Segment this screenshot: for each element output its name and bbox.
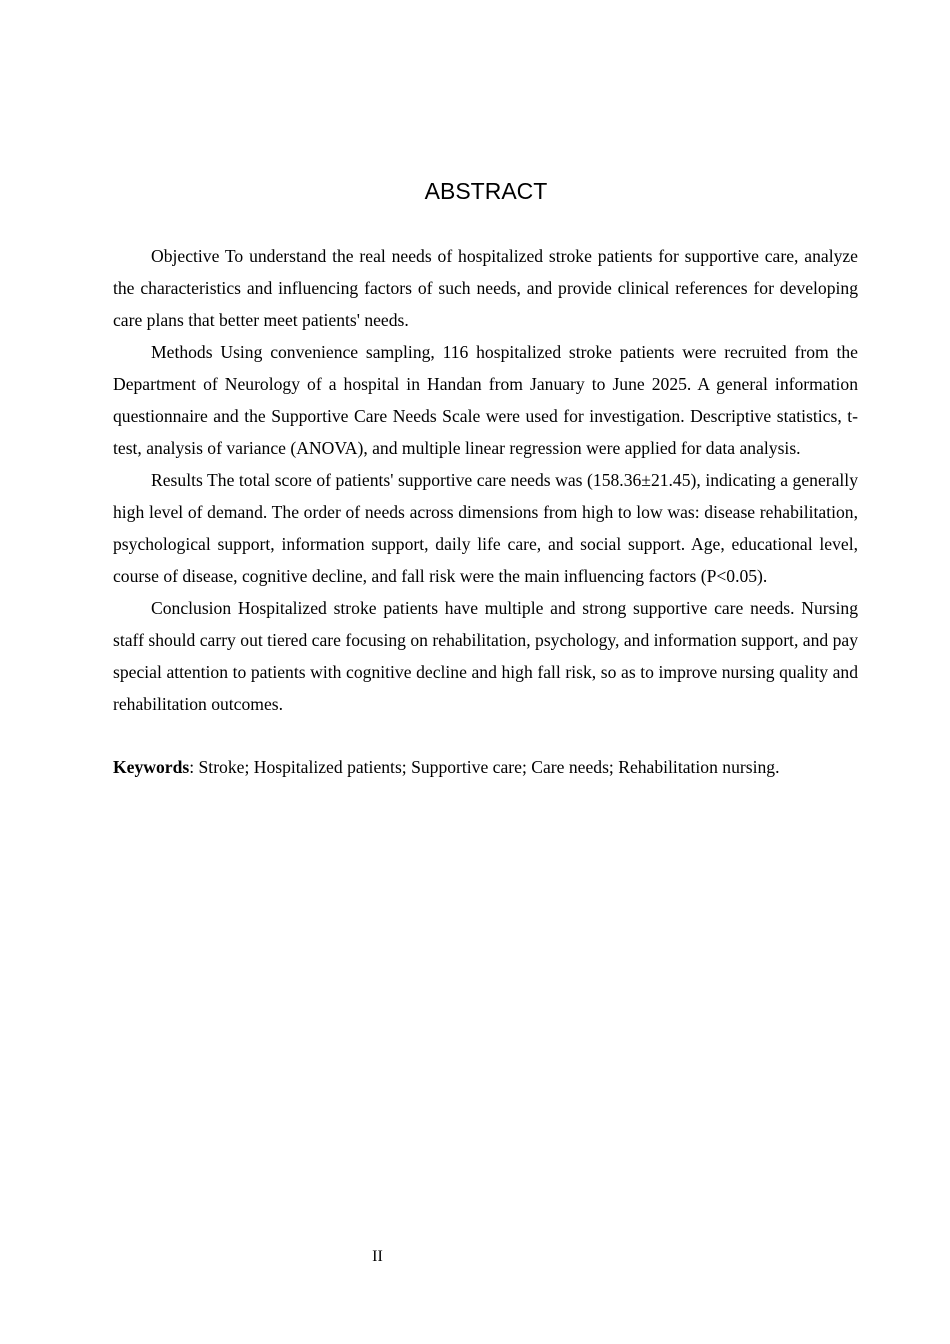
paragraph-objective: Objective To understand the real needs of hospitalized stroke patients for supportive care, analyze the characteristics and influencing factors of such needs, and provide clinical references for developing care plans that better meet patients' needs. [113,246,858,330]
keywords-line [113,751,858,783]
abstract-body [113,240,858,783]
keywords-list: : Stroke; Hospitalized patients; Supportive care; Care needs; Rehabilitation nursing. [189,757,780,777]
abstract-heading: ABSTRACT [424,178,548,204]
keywords-label: Keywords [113,757,190,777]
paragraph-results: Results The total score of patients' supportive care needs was (158.36±21.45), indicating a generally high level of demand. The order of needs across dimensions from high to low was: disease rehabilitation, psychological support, information support, daily life care, and social support. Age, educational level, course of disease, cognitive decline, and fall risk were the main influencing factors (P<0.05). [113,470,858,586]
paragraph-methods: Methods Using convenience sampling, 116 hospitalized stroke patients were recruited from the Department of Neurology of a hospital in Handan from January to June 2025. A general information questionnaire and the Supportive Care Needs Scale were used for investigation. Descriptive statistics, t-test, analysis of variance (ANOVA), and multiple linear regression were applied for data analysis. [113,342,858,458]
page-number: II [372,1248,383,1265]
paragraph-conclusion: Conclusion Hospitalized stroke patients have multiple and strong supportive care needs. Nursing staff should carry out tiered care focusing on rehabilitation, psychology, and information support, and pay special attention to patients with cognitive decline and high fall risk, so as to improve nursing quality and rehabilitation outcomes. [113,598,858,714]
